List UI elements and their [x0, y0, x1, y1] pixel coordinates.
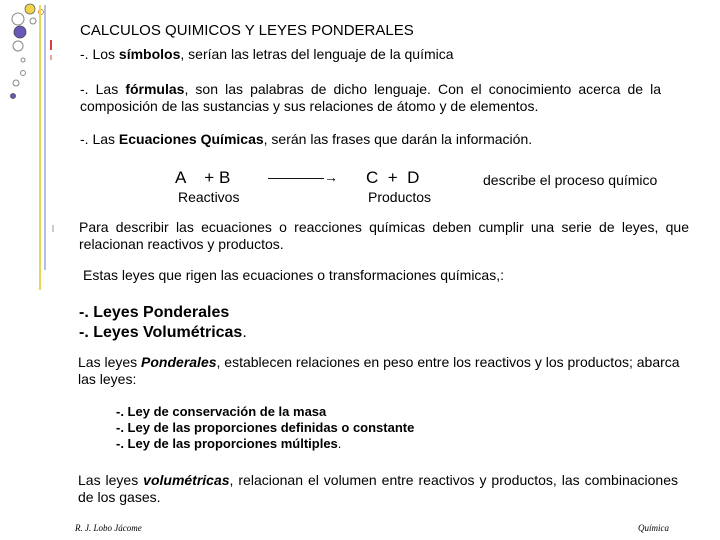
volumetricas-prefix: Las leyes: [78, 472, 144, 488]
list-item: -. Ley de conservación de la masa: [116, 404, 327, 419]
reaction-reactants: A + B: [175, 168, 231, 187]
formulas-prefix: -. Las: [80, 81, 126, 97]
ponderales-suffix: , establecen relaciones en peso entre los reactivos y los productos; abarca las leyes:: [78, 354, 680, 387]
equations-prefix: -. Las: [80, 131, 119, 147]
decorative-ornament: [0, 0, 70, 300]
page-title: CALCULOS QUIMICOS Y LEYES PONDERALES: [80, 22, 414, 39]
equations-line: [80, 131, 680, 148]
footer-subject: Química: [638, 523, 669, 533]
equations-bold: Ecuaciones Químicas: [118, 131, 264, 147]
ornament-circle: [21, 71, 26, 76]
ornament-circle: [14, 26, 26, 38]
describe-paragraph: Para describir las ecuaciones o reacciones químicas deben cumplir una serie de leyes, que relacionan reactivos y productos.: [79, 219, 689, 252]
volumetricas-paragraph: [78, 472, 678, 506]
symbols-suffix: , serían las letras del lenguaje de la química: [180, 46, 454, 62]
reaction-products: C + D: [366, 168, 420, 187]
formulas-paragraph: [80, 81, 661, 115]
law-volumetricas-period: .: [242, 324, 247, 341]
reaction-arrow: ————→: [268, 169, 338, 185]
footer-author: R. J. Lobo Jácome: [75, 523, 142, 533]
law-ponderales: -. Leyes Ponderales: [79, 304, 230, 321]
law-volumetricas: -. Leyes Volumétricas: [79, 324, 243, 341]
ornament-circle: [11, 94, 16, 99]
volumetricas-suffix: , relacionan el volumen entre reactivos y productos, las combinaciones de los gases.: [78, 472, 678, 505]
equations-suffix: , serán las frases que darán la información.: [263, 131, 533, 147]
reactants-label: Reactivos: [178, 189, 240, 205]
reaction-description: describe el proceso químico: [483, 172, 658, 188]
symbols-line: [80, 46, 680, 63]
laws-intro: Estas leyes que rigen las ecuaciones o transformaciones químicas,:: [83, 267, 504, 283]
list-item: -. Ley de las proporciones múltiples.: [116, 436, 342, 451]
ornament-circle: [12, 13, 24, 25]
volumetricas-emph: volumétricas: [143, 472, 230, 488]
formulas-suffix: , son las palabras de dicho lenguaje. Con el conocimiento acerca de la composición de las sustancias y sus relaciones de átomo y de elementos.: [80, 81, 661, 114]
ornament-circle: [25, 4, 35, 14]
ornament-circle: [13, 41, 23, 51]
products-label: Productos: [368, 189, 432, 205]
symbols-prefix: -. Los: [80, 46, 119, 62]
ornament-circle: [13, 80, 19, 86]
list-item: -. Ley de las proporciones definidas o constante: [116, 420, 415, 435]
law-types: [79, 303, 247, 343]
symbols-bold: símbolos: [118, 46, 181, 62]
formulas-bold: fórmulas: [125, 81, 185, 97]
ponderales-prefix: Las leyes: [78, 354, 142, 370]
ponderales-paragraph: [78, 354, 688, 388]
ornament-circle: [21, 58, 25, 62]
sublaws-list: [116, 404, 414, 452]
ponderales-emph: Ponderales: [141, 354, 217, 370]
ornament-circle: [30, 18, 36, 24]
